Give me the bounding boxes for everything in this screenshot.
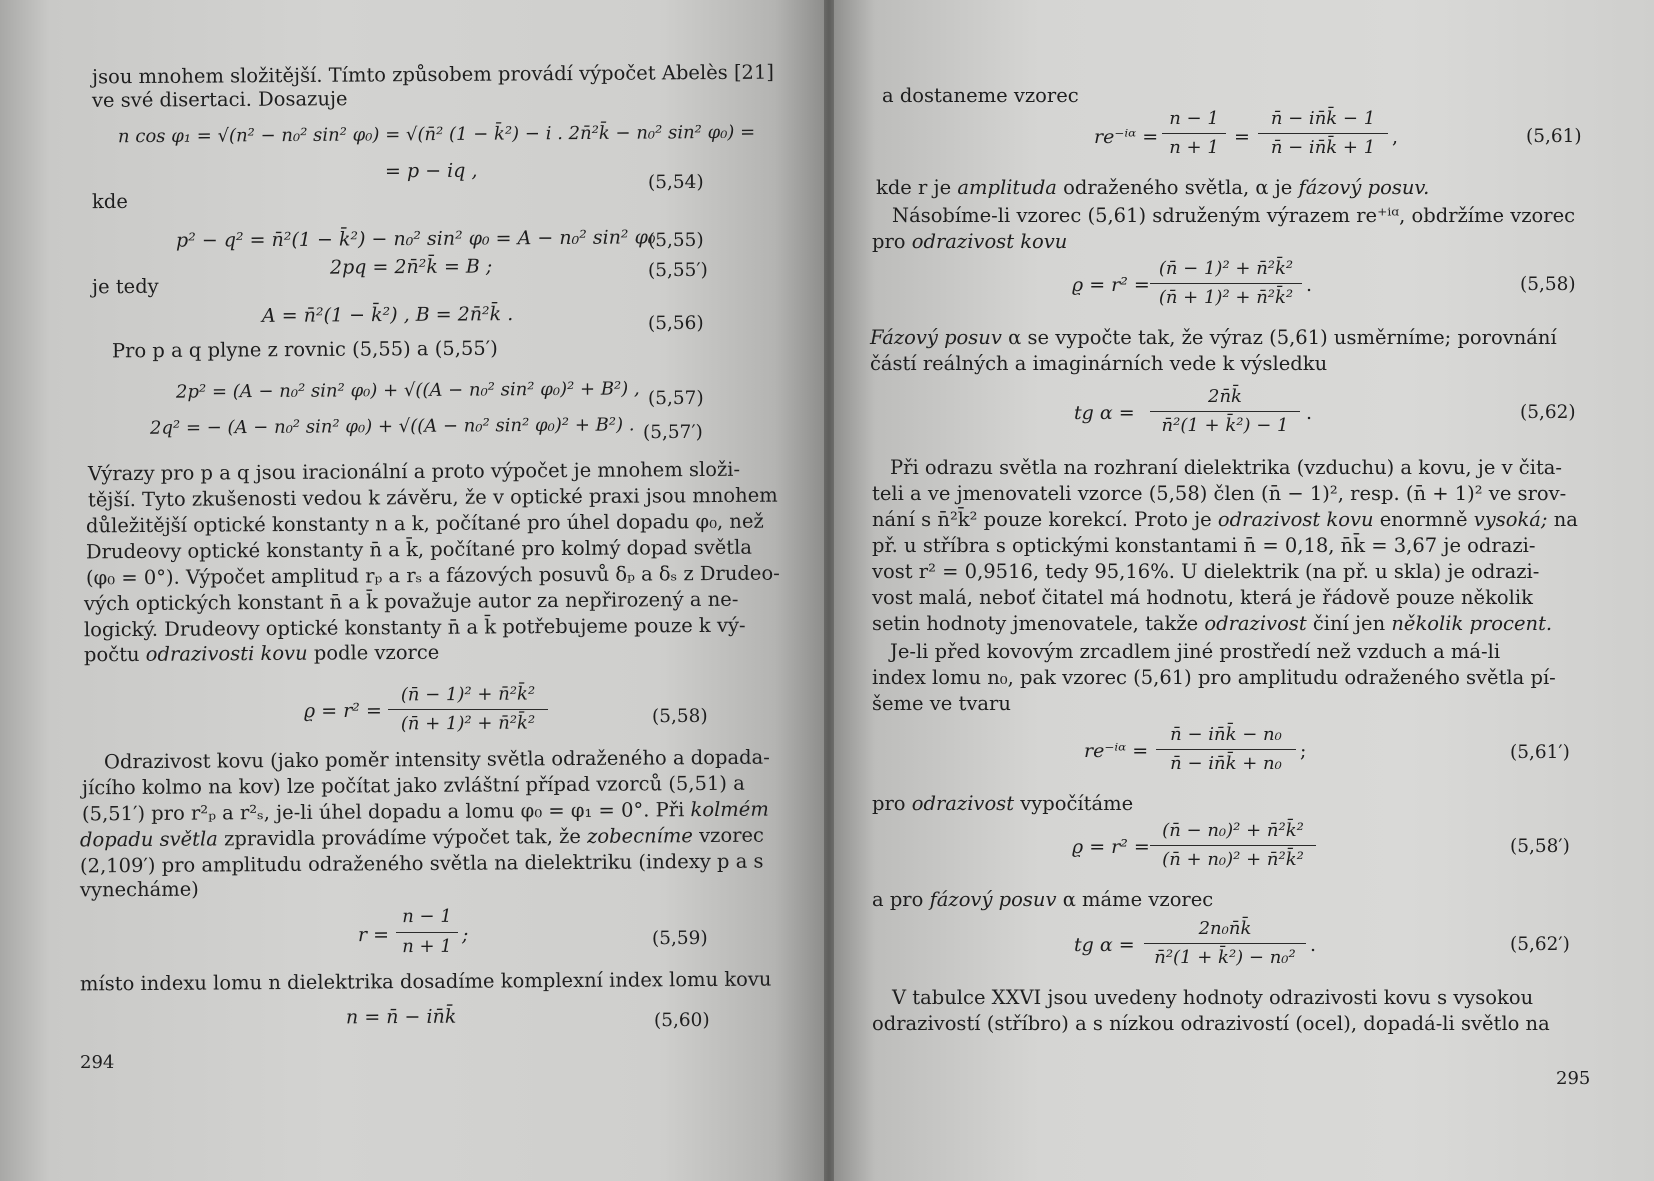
text-line: Je-li před kovovým zrcadlem jiné prostředí než vzduch a má-li [890,640,1501,663]
equation-number: (5,62′) [1510,934,1570,955]
text-span-italic: odrazivosti kovu [145,641,308,666]
text-span: a pro [872,888,924,911]
text-span-italic: zobecníme [587,824,693,848]
text-line [80,824,764,853]
left-page [0,0,824,1181]
text-span: počtu [83,642,140,667]
fraction-denominator: n + 1 [1169,137,1219,158]
text-span: α se vypočte tak, že výraz (5,61) usměrníme; porovnání [1008,326,1557,349]
text-span: vzorec [699,823,765,848]
equation-punctuation: . [1306,402,1313,424]
equation-5-58-prime-lhs: ϱ = r² = [1072,836,1150,858]
text-span: na [1553,508,1578,531]
equation-number: (5,57) [647,387,704,410]
fraction-numerator: n̄ − in̄k̄ − 1 [1270,108,1376,129]
text-line: vých optických konstant n̄ a k̄ považuje autor za nepřirozený a ne- [83,587,739,616]
text-span: nání s n̄²k̄² pouze korekcí. Proto je [872,508,1212,531]
fraction-numerator: (n̄ − 1)² + n̄²k̄² [1158,258,1294,279]
text-span: (5,51′) pro r²ₚ a r²ₛ, je-li úhel dopadu a lomu φ₀ = φ₁ = 0°. Při [81,798,685,826]
equation-punctuation: ; [461,923,469,947]
equation-punctuation: , [1392,126,1399,148]
fraction-bar [1156,749,1296,750]
text-line: šeme ve tvaru [872,692,1011,715]
equation-number: (5,58) [651,705,708,728]
equation-number: (5,57′) [642,421,703,444]
fraction-bar [1162,133,1226,134]
text-line [876,176,1429,200]
equation-number: (5,61) [1526,126,1582,147]
equation-5-58-lhs: ϱ = r² = [1072,274,1150,296]
fraction-denominator: n̄²(1 + k̄²) − 1 [1161,415,1289,436]
fraction-numerator: (n̄ − n₀)² + n̄²k̄² [1162,820,1304,841]
text-line: teli a ve jmenovateli vzorce (5,58) člen (n̄ − 1)², resp. (n̄ + 1)² ve srov- [872,482,1567,505]
text-span: odraženého světla, α je [1063,176,1293,199]
equation-number: (5,60) [653,1009,710,1032]
text-line [872,612,1552,636]
equation-5-59-lhs: r = [357,923,390,947]
equation-5-61-prime-lhs: re⁻ⁱᵅ = [1084,740,1149,762]
fraction-numerator: n̄ − in̄k̄ − n₀ [1170,724,1282,745]
text-line: částí reálných a imaginárních vede k výsledku [870,352,1328,375]
page-number: 295 [1556,1068,1591,1089]
fraction-denominator: (n̄ + n₀)² + n̄²k̄² [1162,849,1304,870]
text-span-italic: fázový posuv. [1298,176,1430,199]
text-span: vypočítáme [1020,792,1134,815]
right-page [834,0,1654,1181]
text-span: činí jen [1312,612,1386,635]
fraction-bar [1150,411,1300,412]
fraction-numerator: (n̄ − 1)² + n̄²k̄² [400,683,536,706]
text-line [82,798,769,827]
text-line: (φ₀ = 0°). Výpočet amplitud rₚ a rₛ a fázových posuvů δₚ a δₛ z Drudeo- [85,561,780,590]
text-span: setin hodnoty jmenovatele, takže [872,612,1199,635]
text-line [870,326,1557,350]
text-line: odrazivostí (stříbro) a s nízkou odrazivostí (ocel), dopadá-li světlo na [872,1012,1550,1035]
text-line: jsou mnohem složitější. Tímto způsobem provádí výpočet Abelès [21] [91,60,775,89]
text-span: kde r je [876,176,952,199]
equation-punctuation: ; [1300,740,1307,762]
fraction-numerator: n − 1 [1169,108,1219,129]
text-span-italic: Fázový posuv [870,326,1002,349]
text-span: pro [872,230,906,253]
fraction-denominator: n + 1 [402,935,452,958]
equation-5-62-prime-lhs: tg α = [1074,934,1135,956]
equation-number: (5,55′) [647,259,708,282]
fraction-bar [1258,133,1388,134]
equation-number: (5,54) [647,171,704,194]
equation-number: (5,58′) [1510,836,1570,857]
equation-punctuation: . [1306,274,1313,296]
text-span-italic: fázový posuv [929,888,1057,911]
equation-5-56: A = n̄²(1 − k̄²) , B = 2n̄²k̄ . [261,303,514,327]
text-line: Výrazy pro p a q jsou iracionální a proto výpočet je mnohem složi- [87,457,741,486]
text-span-italic: odrazivost kovu [1217,508,1374,531]
equation-operator: = [1234,126,1250,148]
text-span: pro [872,792,906,815]
text-span-italic: amplituda [957,176,1057,199]
fraction-denominator: n̄ − in̄k̄ + n₀ [1170,753,1282,774]
text-span-italic: odrazivost [1204,612,1307,635]
text-line: vynecháme) [79,877,199,902]
equation-5-54-line2: = p − iq , [384,159,478,183]
text-line: ve své disertaci. Dosazuje [91,87,348,112]
equation-number: (5,61′) [1510,742,1570,763]
equation-number: (5,55) [647,229,704,252]
equation-5-60: n = n̄ − in̄k̄ [345,1005,457,1029]
equation-number: (5,59) [651,927,708,950]
fraction-numerator: 2n₀n̄k̄ [1198,918,1252,939]
text-line: Při odrazu světla na rozhraní dielektrika (vzduchu) a kovu, je v čita- [890,456,1562,479]
text-line: př. u stříbra s optickými konstantami n̄ = 0,18, n̄k̄ = 3,67 je odrazi- [872,534,1536,557]
equation-5-57: 2p² = (A − n₀² sin² φ₀) + √((A − n₀² sin² φ₀)² + B²) , [175,378,640,403]
equation-number: (5,56) [647,312,704,335]
text-span: α máme vzorec [1062,888,1214,911]
text-span-italic: několik procent. [1391,612,1553,635]
text-line: Násobíme-li vzorec (5,61) sdruženým výrazem re⁺ⁱᵅ, obdržíme vzorec [892,204,1576,227]
fraction-denominator: n̄ − in̄k̄ + 1 [1270,137,1376,158]
fraction-numerator: n − 1 [402,905,452,928]
text-span-italic: odrazivost [911,792,1015,815]
fraction-denominator: (n̄ + 1)² + n̄²k̄² [400,712,536,735]
text-span-italic: vysoká; [1473,508,1548,531]
equation-5-55-prime: 2pq = 2n̄²k̄ = B ; [329,255,493,279]
equation-punctuation: . [1310,934,1317,956]
text-line [872,508,1578,532]
equation-number: (5,62) [1520,402,1576,423]
fraction-bar [1144,943,1306,944]
text-line: logický. Drudeovy optické konstanty n̄ a k̄ potřebujeme pouze k vý- [83,613,746,642]
text-line: Pro p a q plyne z rovnic (5,55) a (5,55′) [111,336,498,363]
text-line [872,230,1067,254]
text-line: je tedy [91,274,159,299]
fraction-denominator: (n̄ + 1)² + n̄²k̄² [1158,287,1294,308]
text-line: Drudeovy optické konstanty n̄ a k̄, počítané pro kolmý dopad světla [85,535,753,564]
equation-5-61-lhs: re⁻ⁱᵅ = [1094,126,1159,148]
text-line: Odrazivost kovu (jako poměr intensity světla odraženého a dopada- [103,745,770,774]
fraction-bar [396,932,458,933]
equation-5-54-line1: n cos φ₁ = √(n² − n₀² sin² φ₀) = √(n̄² (1 − k̄²) − i . 2n̄²k̄ − n₀² sin² φ₀) = [117,121,756,148]
text-span: podle vzorce [313,640,440,665]
text-line: místo indexu lomu n dielektrika dosadíme komplexní index lomu kovu [79,967,772,996]
text-line: důležitější optické konstanty n a k, počítané pro úhel dopadu φ₀, než [85,509,764,538]
text-line [872,792,1133,816]
fraction-bar [388,709,548,710]
text-line [84,641,439,667]
page-number: 294 [80,1052,115,1073]
text-line: a dostaneme vzorec [882,84,1079,107]
text-line: (2,109′) pro amplitudu odraženého světla na dielektriku (indexy p a s [79,849,764,878]
text-line: vost malá, neboť čitatel má hodnotu, která je řádově pouze několik [872,586,1533,609]
equation-number: (5,58) [1520,274,1576,295]
fraction-numerator: 2n̄k̄ [1208,386,1242,407]
text-line: kde [91,189,128,214]
equation-5-62-lhs: tg α = [1074,402,1135,424]
text-line: V tabulce XXVI jsou uvedeny hodnoty odrazivosti kovu s vysokou [892,986,1534,1009]
equation-5-58-lhs: ϱ = r² = [303,699,382,723]
text-span-italic: odrazivost kovu [911,230,1068,253]
text-span: zpravidla provádíme výpočet tak, že [223,824,581,851]
fraction-denominator: n̄²(1 + k̄²) − n₀² [1154,947,1296,968]
text-span-italic: kolmém [690,797,769,822]
text-line [872,888,1213,912]
equation-5-57-prime: 2q² = − (A − n₀² sin² φ₀) + √((A − n₀² sin² φ₀)² + B²) . [149,414,635,439]
text-line: tější. Tyto zkušenosti vedou k závěru, že v optické praxi jsou mnohem [87,483,778,512]
equation-5-55: p² − q² = n̄²(1 − k̄²) − n₀² sin² φ₀ = A − n₀² sin² φ₀ [175,226,656,252]
fraction-bar [1150,845,1316,846]
text-span-italic: dopadu světla [79,827,218,852]
text-span: enormně [1379,508,1468,531]
fraction-bar [1150,283,1302,284]
text-line: jícího kolmo na kov) lze počítat jako zvláštní případ vzorců (5,51) a [81,771,745,800]
text-line: vost r² = 0,9516, tedy 95,16%. U dielektrik (na př. u skla) je odrazi- [872,560,1540,583]
text-line: index lomu n₀, pak vzorec (5,61) pro amplitudu odraženého světla pí- [872,666,1556,689]
